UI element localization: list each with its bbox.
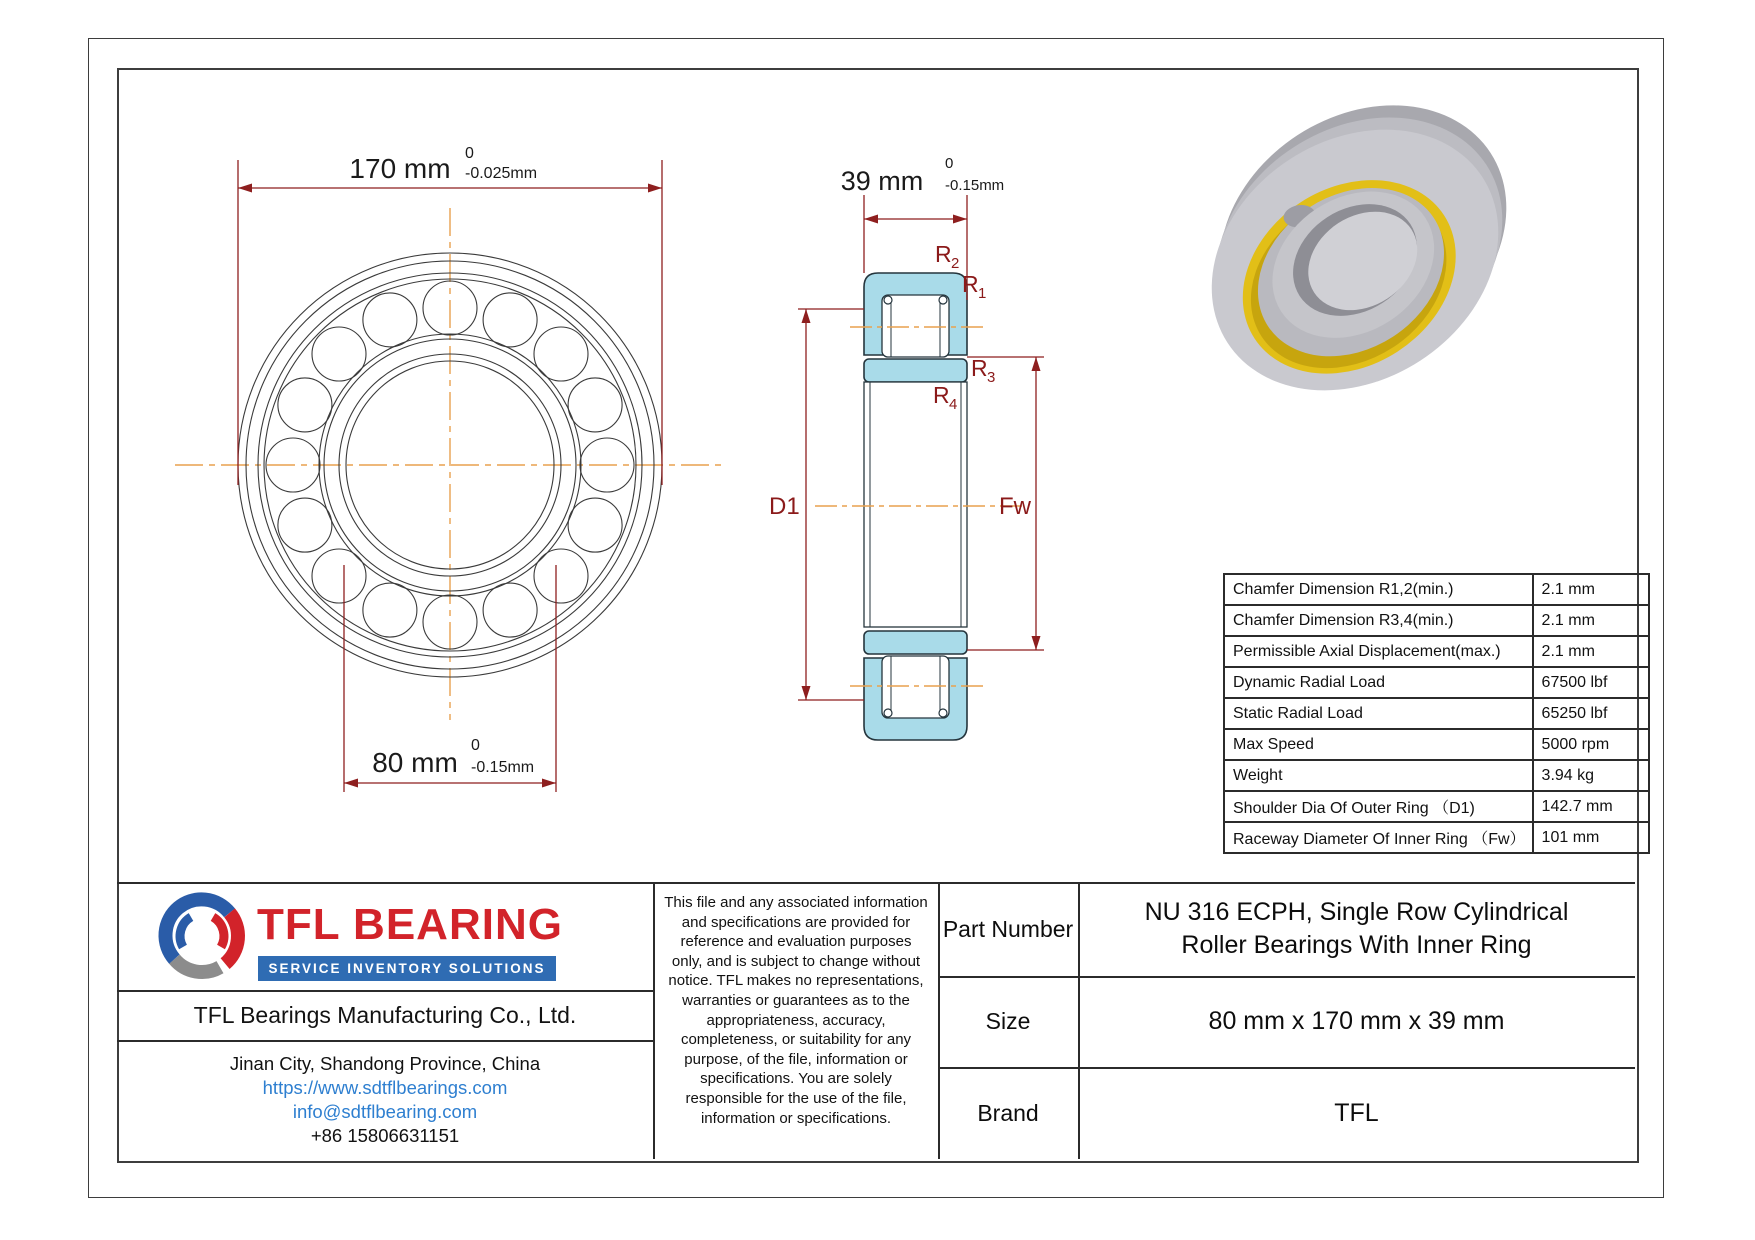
bore-tol-lower: -0.15mm [471,759,535,776]
website-link[interactable]: https://www.sdtflbearings.com [262,1077,508,1098]
r3-label: R [971,355,988,381]
table-row: Max Speed 5000 rpm [1224,729,1649,760]
dim-arrow-right [648,184,662,193]
bore-dim-text: 80 mm [372,747,458,778]
width-dim-text: 39 mm [840,166,924,196]
inner-ring-flange-top [864,359,967,382]
front-view-drawing [165,120,735,820]
part-number-value: NU 316 ECPH, Single Row Cylindrical Roller Bearings With Inner Ring [1144,898,1569,959]
roller-section-bottom [882,656,949,718]
od-tol-upper: 0 [465,145,474,162]
dim-arrow-right [542,779,556,788]
outer-ring-section [864,273,967,357]
r4-label: R [933,382,950,408]
table-row: Raceway Diameter Of Inner Ring （Fw） 101 mm [1224,822,1649,853]
footer-divider [117,1040,653,1042]
dim-arrow-left [238,184,252,193]
logo-wordmark: TFL BEARING [257,900,563,949]
spec-table [1223,573,1650,854]
svg-text:3: 3 [987,369,996,386]
disclaimer-text: This file and any associated information and specifications are provided for reference and evaluation purposes only, and is subject to change without notice. TFL makes no representations, warranties or guarantees as to the appropriateness, accuracy, completeness, or suitability for any purpose, of the file, information or specifications. You are solely responsible for the use of the file, information or specifications. [664,894,928,1127]
table-row: Weight 3.94 kg [1224,760,1649,791]
table-row: Permissible Axial Displacement(max.) 2.1 mm [1224,636,1649,667]
od-tol-lower: -0.025mm [465,165,538,182]
front-view-centerlines [175,208,723,720]
company-logo-icon [150,888,254,984]
d1-label: D1 [769,493,800,520]
brand-label: Brand [977,1099,1039,1126]
r2-label: R [935,241,952,267]
footer-divider [653,882,655,1159]
fw-dimension [967,357,1044,650]
fw-label: Fw [999,493,1031,520]
table-row: Chamfer Dimension R3,4(min.) 2.1 mm [1224,605,1649,636]
outer-ring-section-bottom [864,656,967,740]
table-row: Static Radial Load 65250 lbf [1224,698,1649,729]
svg-text:1: 1 [978,285,987,302]
svg-text:4: 4 [949,396,958,413]
phone-number: +86 15806631151 [310,1125,460,1146]
width-tol-lower: -0.15mm [945,177,1005,194]
table-row: Chamfer Dimension R1,2(min.) 2.1 mm [1224,574,1649,605]
logo-tagline: SERVICE INVENTORY SOLUTIONS [258,956,556,981]
size-label: Size [985,1008,1031,1034]
company-address: Jinan City, Shandong Province, China [229,1053,541,1074]
r1-label: R [962,271,979,297]
od-dim-text: 170 mm [349,153,451,184]
width-tol-upper: 0 [945,155,954,172]
svg-text:2: 2 [951,255,960,272]
roller-section-top [882,295,949,357]
size-value: 80 mm x 170 mm x 39 mm [1208,1007,1505,1035]
table-row: Dynamic Radial Load 67500 lbf [1224,667,1649,698]
brand-value: TFL [1334,1098,1379,1127]
table-row: Shoulder Dia Of Outer Ring （D1) 142.7 mm [1224,791,1649,822]
email-link[interactable]: info@sdtflbearing.com [292,1101,478,1122]
bore-tol-upper: 0 [471,737,480,754]
part-number-label: Part Number [942,915,1074,942]
d1-dimension [769,309,864,700]
company-contact [117,1052,653,1148]
company-name: TFL Bearings Manufacturing Co., Ltd. [193,1001,577,1028]
inner-ring-body [864,382,967,627]
inner-ring-flange-bottom [864,631,967,654]
section-view-drawing [755,140,1085,760]
dim-arrow-left [344,779,358,788]
bearing-3d-render [1120,65,1580,455]
